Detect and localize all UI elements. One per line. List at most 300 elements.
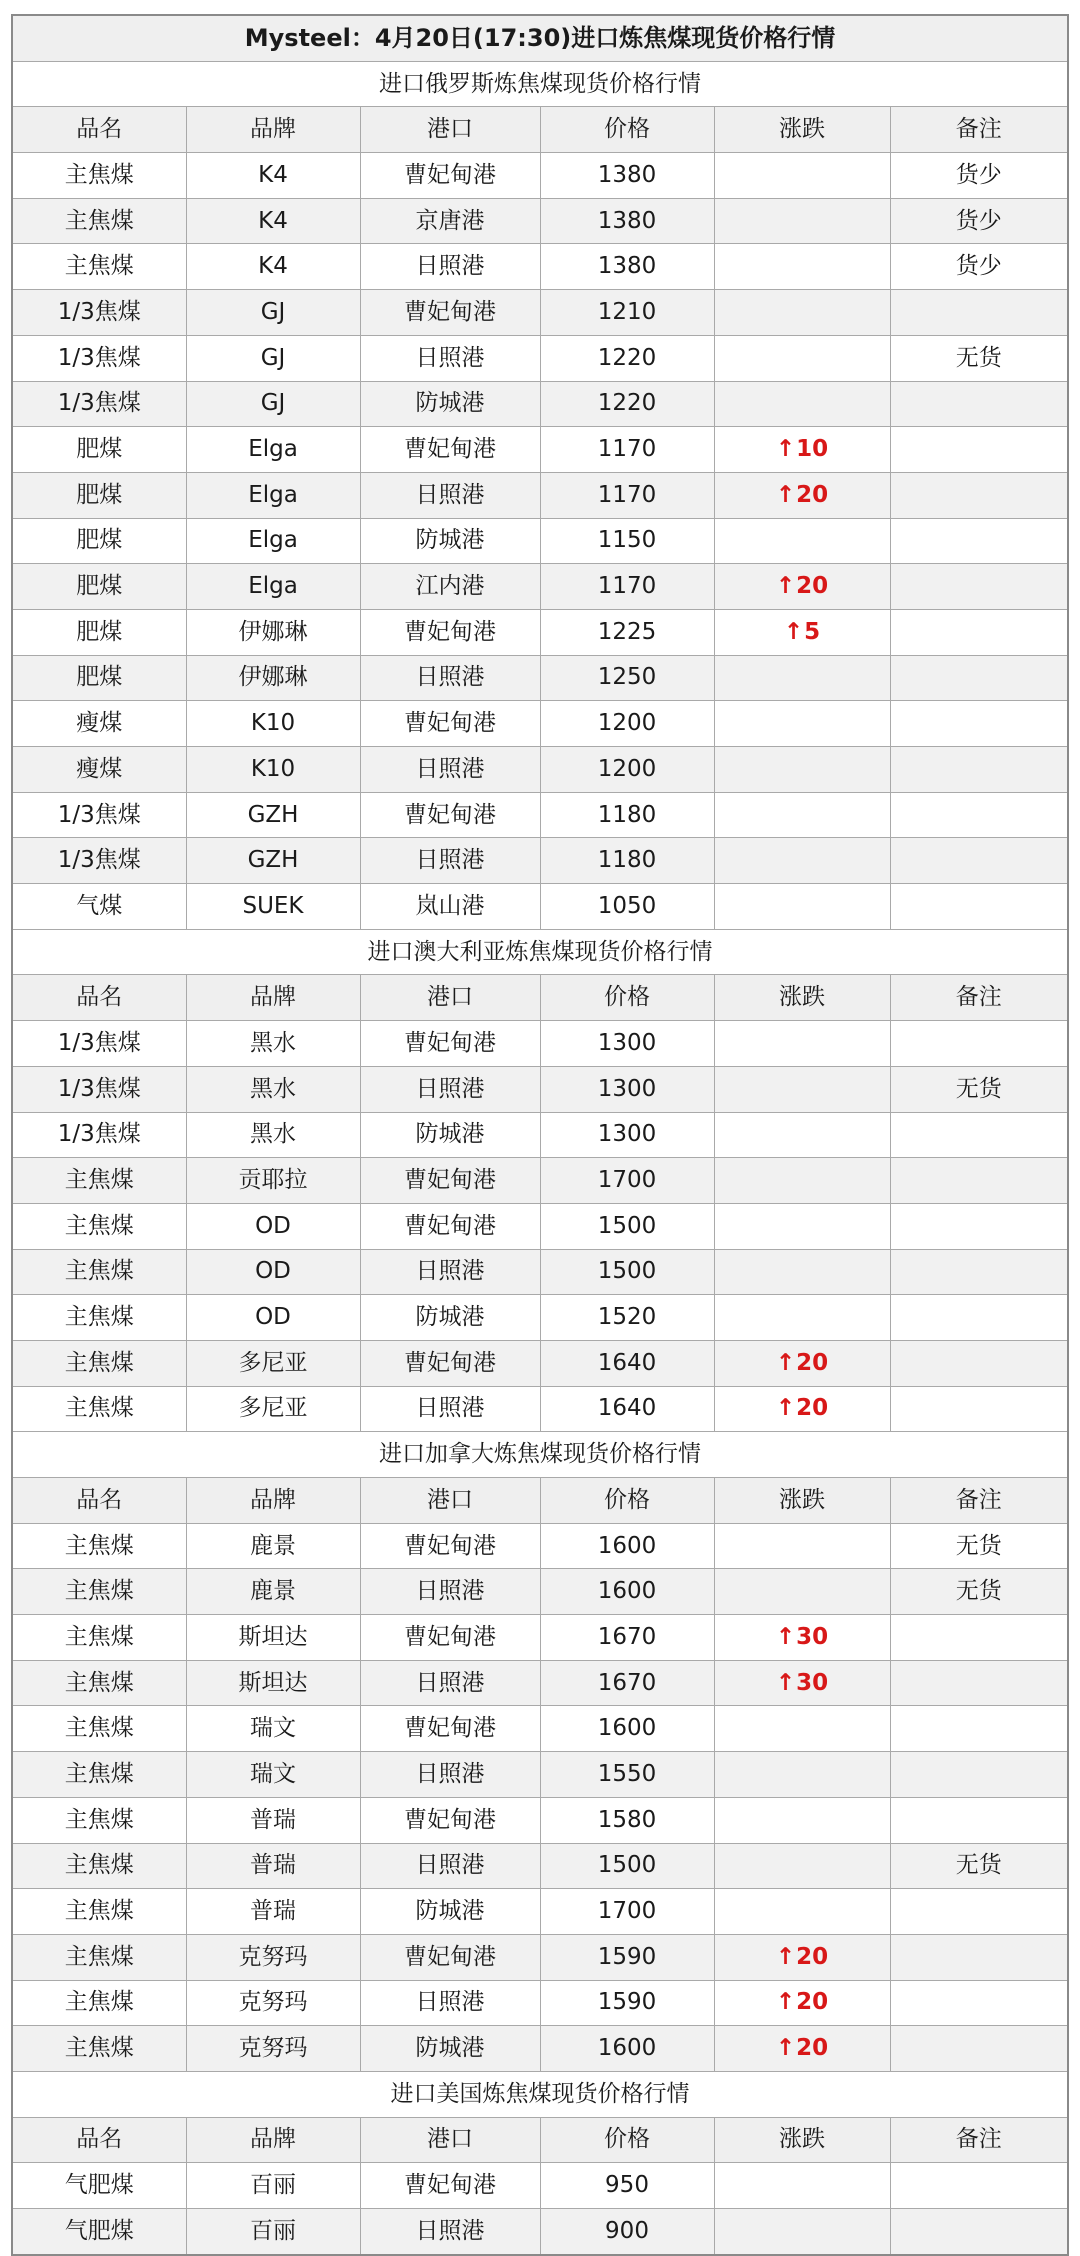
change-cell bbox=[714, 1980, 890, 2026]
table-row bbox=[12, 290, 1068, 336]
table-row bbox=[12, 2026, 1068, 2072]
change-value: 30 bbox=[796, 1623, 829, 1650]
brand-cell: 黑水 bbox=[186, 1112, 360, 1158]
product-cell: 主焦煤 bbox=[12, 1980, 186, 2026]
price-cell: 1600 bbox=[540, 1569, 714, 1615]
brand-cell: 克努玛 bbox=[186, 1934, 360, 1980]
product-cell: 主焦煤 bbox=[12, 244, 186, 290]
brand-cell: 克努玛 bbox=[186, 2026, 360, 2072]
up-arrow-icon: ↑ bbox=[775, 1943, 796, 1970]
product-cell: 肥煤 bbox=[12, 518, 186, 564]
change-cell bbox=[714, 1752, 890, 1798]
port-cell: 日照港 bbox=[360, 747, 540, 793]
note-cell bbox=[890, 2026, 1068, 2072]
product-cell: 主焦煤 bbox=[12, 1706, 186, 1752]
note-cell: 无货 bbox=[890, 335, 1068, 381]
brand-cell: 普瑞 bbox=[186, 1797, 360, 1843]
change-cell bbox=[714, 1569, 890, 1615]
brand-cell: 瑞文 bbox=[186, 1706, 360, 1752]
price-table bbox=[11, 14, 1069, 2256]
change-value: 20 bbox=[796, 481, 829, 508]
product-cell: 肥煤 bbox=[12, 427, 186, 473]
header-port: 港口 bbox=[360, 2117, 540, 2163]
section-title: 进口美国炼焦煤现货价格行情 bbox=[12, 2071, 1068, 2117]
table-row bbox=[12, 381, 1068, 427]
port-cell: 防城港 bbox=[360, 518, 540, 564]
table-row bbox=[12, 2163, 1068, 2209]
header-brand: 品牌 bbox=[186, 107, 360, 153]
product-cell: 主焦煤 bbox=[12, 1889, 186, 1935]
change-value: 10 bbox=[796, 436, 829, 463]
note-cell bbox=[890, 1386, 1068, 1432]
brand-cell: OD bbox=[186, 1295, 360, 1341]
price-cell: 1600 bbox=[540, 2026, 714, 2072]
price-cell: 1170 bbox=[540, 472, 714, 518]
price-cell: 1500 bbox=[540, 1843, 714, 1889]
brand-cell: OD bbox=[186, 1249, 360, 1295]
port-cell: 日照港 bbox=[360, 1660, 540, 1706]
table-row bbox=[12, 838, 1068, 884]
header-brand: 品牌 bbox=[186, 975, 360, 1021]
column-header-row bbox=[12, 975, 1068, 1021]
port-cell: 曹妃甸港 bbox=[360, 792, 540, 838]
product-cell: 1/3焦煤 bbox=[12, 1021, 186, 1067]
port-cell: 曹妃甸港 bbox=[360, 1706, 540, 1752]
change-value: 20 bbox=[796, 1989, 829, 2016]
product-cell: 肥煤 bbox=[12, 609, 186, 655]
price-cell: 1180 bbox=[540, 838, 714, 884]
note-cell: 无货 bbox=[890, 1843, 1068, 1889]
brand-cell: 黑水 bbox=[186, 1021, 360, 1067]
up-arrow-icon: ↑ bbox=[775, 1349, 796, 1376]
price-cell: 1200 bbox=[540, 747, 714, 793]
port-cell: 曹妃甸港 bbox=[360, 1158, 540, 1204]
brand-cell: K4 bbox=[186, 153, 360, 199]
price-cell: 1250 bbox=[540, 655, 714, 701]
change-cell bbox=[714, 1340, 890, 1386]
change-cell bbox=[714, 1249, 890, 1295]
brand-cell: 百丽 bbox=[186, 2163, 360, 2209]
brand-cell: 斯坦达 bbox=[186, 1660, 360, 1706]
table-row bbox=[12, 1386, 1068, 1432]
table-row bbox=[12, 1752, 1068, 1798]
price-cell: 1600 bbox=[540, 1706, 714, 1752]
change-value: 20 bbox=[796, 573, 829, 600]
table-row bbox=[12, 1660, 1068, 1706]
up-arrow-icon: ↑ bbox=[775, 573, 796, 600]
price-cell: 1640 bbox=[540, 1340, 714, 1386]
port-cell: 曹妃甸港 bbox=[360, 1340, 540, 1386]
brand-cell: Elga bbox=[186, 564, 360, 610]
change-cell bbox=[714, 1066, 890, 1112]
product-cell: 1/3焦煤 bbox=[12, 290, 186, 336]
section-title-row bbox=[12, 2071, 1068, 2117]
price-cell: 950 bbox=[540, 2163, 714, 2209]
up-arrow-icon: ↑ bbox=[775, 2035, 796, 2062]
port-cell: 日照港 bbox=[360, 1569, 540, 1615]
price-cell: 1150 bbox=[540, 518, 714, 564]
change-cell bbox=[714, 427, 890, 473]
change-cell bbox=[714, 1386, 890, 1432]
product-cell: 肥煤 bbox=[12, 564, 186, 610]
port-cell: 京唐港 bbox=[360, 198, 540, 244]
price-cell: 1500 bbox=[540, 1249, 714, 1295]
product-cell: 主焦煤 bbox=[12, 1615, 186, 1661]
price-cell: 1170 bbox=[540, 427, 714, 473]
brand-cell: GZH bbox=[186, 792, 360, 838]
note-cell bbox=[890, 1752, 1068, 1798]
table-row bbox=[12, 1021, 1068, 1067]
header-change: 涨跌 bbox=[714, 2117, 890, 2163]
header-port: 港口 bbox=[360, 975, 540, 1021]
note-cell bbox=[890, 1249, 1068, 1295]
product-cell: 1/3焦煤 bbox=[12, 335, 186, 381]
table-row bbox=[12, 1569, 1068, 1615]
note-cell bbox=[890, 792, 1068, 838]
table-row bbox=[12, 564, 1068, 610]
port-cell: 曹妃甸港 bbox=[360, 290, 540, 336]
brand-cell: 斯坦达 bbox=[186, 1615, 360, 1661]
port-cell: 曹妃甸港 bbox=[360, 1934, 540, 1980]
brand-cell: Elga bbox=[186, 472, 360, 518]
table-row bbox=[12, 1843, 1068, 1889]
product-cell: 主焦煤 bbox=[12, 1249, 186, 1295]
note-cell: 无货 bbox=[890, 1569, 1068, 1615]
note-cell bbox=[890, 884, 1068, 930]
note-cell bbox=[890, 2163, 1068, 2209]
note-cell bbox=[890, 747, 1068, 793]
product-cell: 主焦煤 bbox=[12, 2026, 186, 2072]
brand-cell: 鹿景 bbox=[186, 1569, 360, 1615]
brand-cell: GJ bbox=[186, 290, 360, 336]
change-cell bbox=[714, 1158, 890, 1204]
change-cell bbox=[714, 564, 890, 610]
port-cell: 岚山港 bbox=[360, 884, 540, 930]
table-row bbox=[12, 701, 1068, 747]
up-arrow-icon: ↑ bbox=[775, 1623, 796, 1650]
header-port: 港口 bbox=[360, 1478, 540, 1524]
section-title-row bbox=[12, 1432, 1068, 1478]
change-cell bbox=[714, 335, 890, 381]
port-cell: 日照港 bbox=[360, 335, 540, 381]
table-row bbox=[12, 244, 1068, 290]
header-product: 品名 bbox=[12, 1478, 186, 1524]
table-title: Mysteel：4月20日(17:30)进口炼焦煤现货价格行情 bbox=[12, 15, 1068, 61]
note-cell: 货少 bbox=[890, 153, 1068, 199]
note-cell bbox=[890, 655, 1068, 701]
change-cell bbox=[714, 153, 890, 199]
change-cell bbox=[714, 1203, 890, 1249]
change-cell bbox=[714, 884, 890, 930]
brand-cell: 普瑞 bbox=[186, 1843, 360, 1889]
product-cell: 主焦煤 bbox=[12, 198, 186, 244]
price-cell: 1580 bbox=[540, 1797, 714, 1843]
port-cell: 防城港 bbox=[360, 381, 540, 427]
price-cell: 1380 bbox=[540, 244, 714, 290]
up-arrow-icon: ↑ bbox=[775, 481, 796, 508]
brand-cell: Elga bbox=[186, 518, 360, 564]
price-cell: 1640 bbox=[540, 1386, 714, 1432]
brand-cell: SUEK bbox=[186, 884, 360, 930]
table-row bbox=[12, 1706, 1068, 1752]
port-cell: 日照港 bbox=[360, 472, 540, 518]
change-cell bbox=[714, 1797, 890, 1843]
brand-cell: 多尼亚 bbox=[186, 1386, 360, 1432]
port-cell: 曹妃甸港 bbox=[360, 1615, 540, 1661]
note-cell bbox=[890, 1295, 1068, 1341]
brand-cell: 多尼亚 bbox=[186, 1340, 360, 1386]
price-cell: 1180 bbox=[540, 792, 714, 838]
header-price: 价格 bbox=[540, 2117, 714, 2163]
change-value: 20 bbox=[796, 1349, 829, 1376]
section-title: 进口加拿大炼焦煤现货价格行情 bbox=[12, 1432, 1068, 1478]
table-row bbox=[12, 1980, 1068, 2026]
product-cell: 主焦煤 bbox=[12, 1523, 186, 1569]
port-cell: 曹妃甸港 bbox=[360, 1021, 540, 1067]
product-cell: 主焦煤 bbox=[12, 1203, 186, 1249]
change-cell bbox=[714, 792, 890, 838]
header-change: 涨跌 bbox=[714, 107, 890, 153]
brand-cell: 普瑞 bbox=[186, 1889, 360, 1935]
brand-cell: Elga bbox=[186, 427, 360, 473]
column-header-row bbox=[12, 1478, 1068, 1524]
product-cell: 主焦煤 bbox=[12, 1660, 186, 1706]
product-cell: 瘦煤 bbox=[12, 747, 186, 793]
change-cell bbox=[714, 1934, 890, 1980]
up-arrow-icon: ↑ bbox=[775, 1989, 796, 2016]
port-cell: 防城港 bbox=[360, 2026, 540, 2072]
table-title-row bbox=[12, 15, 1068, 61]
section-title-row bbox=[12, 929, 1068, 975]
up-arrow-icon: ↑ bbox=[775, 1395, 796, 1422]
brand-cell: GJ bbox=[186, 381, 360, 427]
port-cell: 日照港 bbox=[360, 655, 540, 701]
product-cell: 瘦煤 bbox=[12, 701, 186, 747]
table-row bbox=[12, 153, 1068, 199]
header-price: 价格 bbox=[540, 975, 714, 1021]
product-cell: 主焦煤 bbox=[12, 1752, 186, 1798]
up-arrow-icon: ↑ bbox=[775, 1669, 796, 1696]
note-cell bbox=[890, 1021, 1068, 1067]
brand-cell: 克努玛 bbox=[186, 1980, 360, 2026]
port-cell: 防城港 bbox=[360, 1112, 540, 1158]
port-cell: 日照港 bbox=[360, 1066, 540, 1112]
brand-cell: 鹿景 bbox=[186, 1523, 360, 1569]
change-value: 20 bbox=[796, 2035, 829, 2062]
table-row bbox=[12, 1797, 1068, 1843]
port-cell: 日照港 bbox=[360, 1386, 540, 1432]
up-arrow-icon: ↑ bbox=[775, 436, 796, 463]
note-cell bbox=[890, 1158, 1068, 1204]
port-cell: 防城港 bbox=[360, 1295, 540, 1341]
note-cell bbox=[890, 1660, 1068, 1706]
brand-cell: GJ bbox=[186, 335, 360, 381]
price-cell: 1225 bbox=[540, 609, 714, 655]
product-cell: 主焦煤 bbox=[12, 1569, 186, 1615]
note-cell bbox=[890, 564, 1068, 610]
table-row bbox=[12, 472, 1068, 518]
note-cell bbox=[890, 1980, 1068, 2026]
note-cell bbox=[890, 838, 1068, 884]
price-cell: 1590 bbox=[540, 1980, 714, 2026]
price-cell: 1200 bbox=[540, 701, 714, 747]
column-header-row bbox=[12, 107, 1068, 153]
header-product: 品名 bbox=[12, 2117, 186, 2163]
port-cell: 日照港 bbox=[360, 1249, 540, 1295]
price-cell: 1520 bbox=[540, 1295, 714, 1341]
table-row bbox=[12, 747, 1068, 793]
product-cell: 1/3焦煤 bbox=[12, 838, 186, 884]
port-cell: 防城港 bbox=[360, 1889, 540, 1935]
price-cell: 1550 bbox=[540, 1752, 714, 1798]
brand-cell: K10 bbox=[186, 747, 360, 793]
brand-cell: 贡耶拉 bbox=[186, 1158, 360, 1204]
price-cell: 1300 bbox=[540, 1112, 714, 1158]
table-row bbox=[12, 655, 1068, 701]
header-note: 备注 bbox=[890, 2117, 1068, 2163]
product-cell: 肥煤 bbox=[12, 472, 186, 518]
price-cell: 1210 bbox=[540, 290, 714, 336]
header-change: 涨跌 bbox=[714, 975, 890, 1021]
port-cell: 曹妃甸港 bbox=[360, 1203, 540, 1249]
price-cell: 1600 bbox=[540, 1523, 714, 1569]
header-price: 价格 bbox=[540, 1478, 714, 1524]
table-row bbox=[12, 1934, 1068, 1980]
header-note: 备注 bbox=[890, 107, 1068, 153]
price-cell: 1220 bbox=[540, 381, 714, 427]
up-arrow-icon: ↑ bbox=[783, 618, 804, 645]
table-row bbox=[12, 335, 1068, 381]
brand-cell: K4 bbox=[186, 198, 360, 244]
change-cell bbox=[714, 1112, 890, 1158]
price-cell: 900 bbox=[540, 2209, 714, 2255]
section-title-row bbox=[12, 61, 1068, 107]
port-cell: 日照港 bbox=[360, 1843, 540, 1889]
product-cell: 气煤 bbox=[12, 884, 186, 930]
product-cell: 气肥煤 bbox=[12, 2209, 186, 2255]
change-cell bbox=[714, 472, 890, 518]
header-brand: 品牌 bbox=[186, 1478, 360, 1524]
note-cell: 无货 bbox=[890, 1066, 1068, 1112]
table-row bbox=[12, 1158, 1068, 1204]
change-value: 20 bbox=[796, 1943, 829, 1970]
price-cell: 1500 bbox=[540, 1203, 714, 1249]
product-cell: 1/3焦煤 bbox=[12, 792, 186, 838]
change-cell bbox=[714, 1660, 890, 1706]
table-row bbox=[12, 1249, 1068, 1295]
note-cell bbox=[890, 381, 1068, 427]
port-cell: 曹妃甸港 bbox=[360, 701, 540, 747]
price-cell: 1380 bbox=[540, 198, 714, 244]
header-change: 涨跌 bbox=[714, 1478, 890, 1524]
price-report bbox=[11, 14, 1067, 2256]
table-row bbox=[12, 1203, 1068, 1249]
header-note: 备注 bbox=[890, 975, 1068, 1021]
product-cell: 主焦煤 bbox=[12, 1158, 186, 1204]
note-cell bbox=[890, 1615, 1068, 1661]
product-cell: 1/3焦煤 bbox=[12, 1112, 186, 1158]
header-price: 价格 bbox=[540, 107, 714, 153]
note-cell bbox=[890, 1203, 1068, 1249]
brand-cell: 百丽 bbox=[186, 2209, 360, 2255]
header-port: 港口 bbox=[360, 107, 540, 153]
product-cell: 气肥煤 bbox=[12, 2163, 186, 2209]
brand-cell: 伊娜琳 bbox=[186, 655, 360, 701]
price-cell: 1670 bbox=[540, 1615, 714, 1661]
change-cell bbox=[714, 609, 890, 655]
column-header-row bbox=[12, 2117, 1068, 2163]
product-cell: 主焦煤 bbox=[12, 1386, 186, 1432]
change-cell bbox=[714, 2026, 890, 2072]
table-row bbox=[12, 792, 1068, 838]
price-cell: 1670 bbox=[540, 1660, 714, 1706]
note-cell: 无货 bbox=[890, 1523, 1068, 1569]
brand-cell: 黑水 bbox=[186, 1066, 360, 1112]
note-cell bbox=[890, 1706, 1068, 1752]
note-cell bbox=[890, 1889, 1068, 1935]
note-cell bbox=[890, 609, 1068, 655]
change-value: 5 bbox=[804, 618, 821, 645]
port-cell: 日照港 bbox=[360, 2209, 540, 2255]
port-cell: 日照港 bbox=[360, 1752, 540, 1798]
note-cell bbox=[890, 1797, 1068, 1843]
port-cell: 日照港 bbox=[360, 838, 540, 884]
note-cell bbox=[890, 1340, 1068, 1386]
section-title: 进口俄罗斯炼焦煤现货价格行情 bbox=[12, 61, 1068, 107]
change-cell bbox=[714, 747, 890, 793]
note-cell bbox=[890, 2209, 1068, 2255]
section-title: 进口澳大利亚炼焦煤现货价格行情 bbox=[12, 929, 1068, 975]
table-row bbox=[12, 198, 1068, 244]
port-cell: 江内港 bbox=[360, 564, 540, 610]
port-cell: 曹妃甸港 bbox=[360, 153, 540, 199]
note-cell bbox=[890, 1112, 1068, 1158]
change-cell bbox=[714, 1021, 890, 1067]
change-cell bbox=[714, 518, 890, 564]
table-row bbox=[12, 1615, 1068, 1661]
change-cell bbox=[714, 381, 890, 427]
product-cell: 肥煤 bbox=[12, 655, 186, 701]
product-cell: 主焦煤 bbox=[12, 153, 186, 199]
port-cell: 曹妃甸港 bbox=[360, 1523, 540, 1569]
port-cell: 曹妃甸港 bbox=[360, 609, 540, 655]
price-cell: 1170 bbox=[540, 564, 714, 610]
change-cell bbox=[714, 290, 890, 336]
price-cell: 1050 bbox=[540, 884, 714, 930]
change-cell bbox=[714, 655, 890, 701]
change-cell bbox=[714, 838, 890, 884]
product-cell: 1/3焦煤 bbox=[12, 381, 186, 427]
price-cell: 1700 bbox=[540, 1889, 714, 1935]
price-cell: 1300 bbox=[540, 1066, 714, 1112]
port-cell: 曹妃甸港 bbox=[360, 427, 540, 473]
table-row bbox=[12, 1340, 1068, 1386]
header-brand: 品牌 bbox=[186, 2117, 360, 2163]
note-cell bbox=[890, 701, 1068, 747]
price-table-body bbox=[12, 15, 1068, 2255]
note-cell bbox=[890, 472, 1068, 518]
table-row bbox=[12, 2209, 1068, 2255]
note-cell: 货少 bbox=[890, 198, 1068, 244]
change-cell bbox=[714, 2209, 890, 2255]
table-row bbox=[12, 1295, 1068, 1341]
port-cell: 日照港 bbox=[360, 1980, 540, 2026]
note-cell bbox=[890, 518, 1068, 564]
table-row bbox=[12, 1889, 1068, 1935]
brand-cell: K4 bbox=[186, 244, 360, 290]
table-row bbox=[12, 427, 1068, 473]
product-cell: 主焦煤 bbox=[12, 1934, 186, 1980]
